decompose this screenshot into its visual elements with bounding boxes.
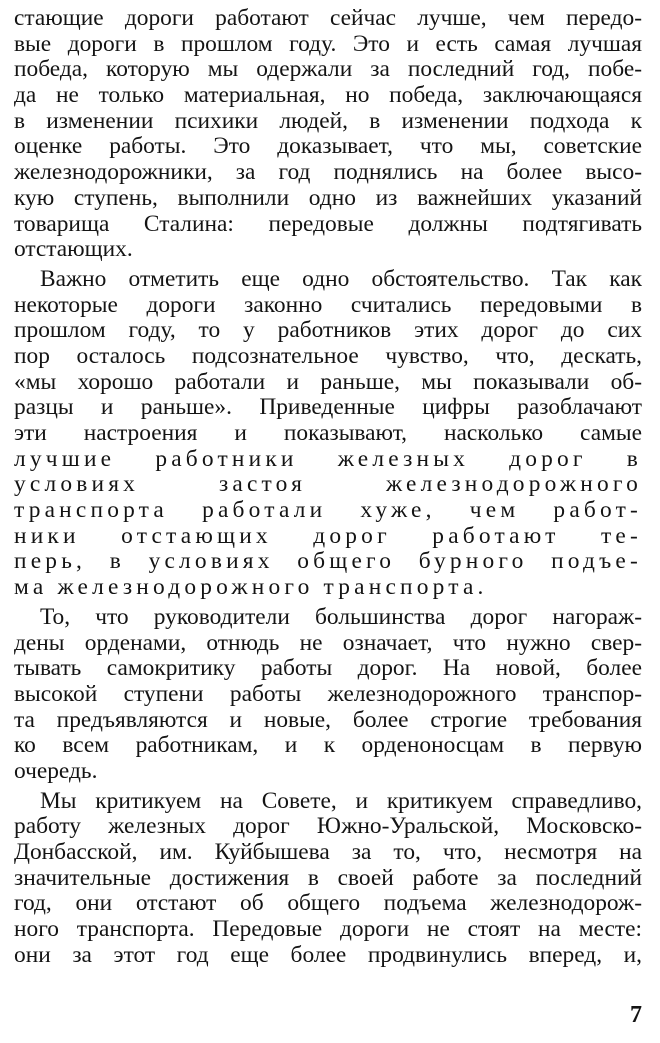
text-line: пор осталось подсознательное чувство, что, дескать, (14, 342, 642, 369)
text-line: отстающих. (14, 236, 133, 263)
page-text (14, 6, 642, 968)
text-line: То, что руководители большинства дорог нагораж- (40, 603, 642, 630)
text-line: эти настроения и показывают, насколько самые (14, 420, 642, 446)
text-line: тывать самокритику работы дорог. На новой, более (14, 655, 642, 682)
text-line: они за этот год еще более продвинулись вперед, и, (14, 941, 642, 968)
text-line-spaced: лучшие работники железных дорог в (14, 445, 642, 472)
text-line: ного транспорта. Передовые дороги не стоят на месте: (14, 916, 642, 943)
text-line-spaced: условиях застоя железнодорожного (14, 471, 642, 498)
text-line-spaced: перь, в условиях общего бурного подъе- (14, 548, 642, 575)
text-line-spaced: транспорта работали хуже, чем работ- (14, 497, 642, 524)
text-line: высокой ступени работы железнодорожного транспор- (14, 680, 642, 707)
paragraph (14, 789, 642, 969)
text-line: Донбасской, им. Куйбышева за то, что, несмотря на (14, 839, 642, 865)
text-line: очередь. (14, 757, 98, 784)
text-line: некоторые дороги законно считались передовыми в (14, 291, 642, 318)
paragraph (14, 267, 642, 601)
text-line-spaced: ники отстающих дорог работают те- (14, 522, 642, 549)
text-line: победа, которую мы одержали за последний год, побе- (14, 56, 642, 83)
page-number: 7 (630, 1002, 642, 1028)
text-line: та предъявляются и новые, более строгие требования (14, 706, 642, 733)
text-line: разцы и раньше». Приведенные цифры разоблачают (14, 394, 642, 421)
text-line: дены орденами, отнюдь не означает, что нужно свер- (14, 629, 642, 656)
text-line: прошлом году, то у работников этих дорог до сих (14, 317, 642, 344)
text-line: Важно отметить еще одно обстоятельство. Так как (40, 265, 642, 292)
text-line: стающие дороги работают сейчас лучше, чем передо- (14, 5, 642, 31)
text-line-spaced: ма железнодорожного транспорта. (14, 574, 488, 601)
text-line: товарища Сталина: передовые должны подтягивать (14, 210, 642, 237)
text-line: Мы критикуем на Совете, и критикуем справедливо, (40, 787, 642, 814)
text-line: значительные достижения в своей работе за последний (14, 864, 642, 891)
text-line: железнодорожники, за год поднялись на более высо- (14, 159, 642, 186)
text-line: работу железных дорог Южно-Уральской, Московско- (14, 813, 642, 840)
text-line: вые дороги в прошлом году. Это и есть самая лучшая (14, 30, 642, 57)
text-line: «мы хорошо работали и раньше, мы показывали об- (14, 368, 642, 395)
text-line: оценке работы. Это доказывает, что мы, советские (14, 133, 642, 160)
paragraph (14, 6, 642, 263)
text-line: год, они отстают об общего подъема железнодорож- (14, 890, 642, 917)
text-line: да не только материальная, но победа, заключающаяся (14, 82, 642, 109)
text-line: кую ступень, выполнили одно из важнейших указаний (14, 184, 642, 211)
paragraph (14, 605, 642, 785)
text-line: в изменении психики людей, в изменении подхода к (14, 107, 642, 134)
text-line: ко всем работникам, и к орденоносцам в первую (14, 732, 642, 759)
